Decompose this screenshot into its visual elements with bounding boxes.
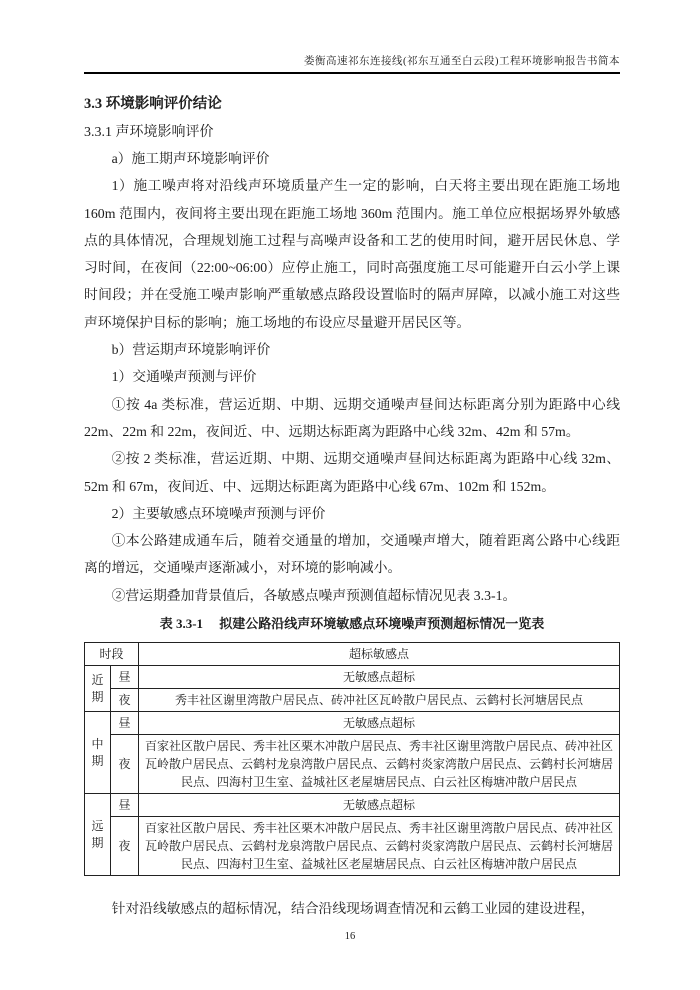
table-row bbox=[85, 735, 620, 794]
day-value-cell: 无敏感点超标 bbox=[139, 666, 620, 689]
period-cell-far: 远期 bbox=[85, 794, 111, 876]
traffic-noise-4a-paragraph: ①按 4a 类标准，营运近期、中期、远期交通噪声昼间达标距离分别为距路中心线 22m、22m 和 22m，夜间近、中、远期达标距离为距路中心线 32m、42m 和 57m。 bbox=[84, 396, 620, 439]
sensitive-points-heading: 2）主要敏感点环境噪声预测与评价 bbox=[111, 505, 326, 521]
table-row bbox=[85, 666, 620, 689]
day-label-cell: 昼 bbox=[111, 666, 139, 689]
night-value-cell: 百家社区散户居民、秀丰社区栗木冲散户居民点、秀丰社区谢里湾散户居民点、砖冲社区瓦岭散户居民点、云鹤村龙泉湾散户居民点、云鹤村炎家湾散户居民点、云鹤村长河塘居民点、四海村卫生室、益城社区老屋塘居民点、白云社区梅塘冲散户居民点 bbox=[139, 817, 620, 876]
period-cell-near: 近期 bbox=[85, 666, 111, 712]
sensitive-points-paragraph-1: ①本公路建成通车后，随着交通量的增加，交通噪声增大，随着距离公路中心线距离的增远，交通噪声逐渐减小，对环境的影响减小。 bbox=[84, 533, 620, 576]
table-header-row bbox=[85, 643, 620, 666]
operation-period-heading: b）营运期声环境影响评价 bbox=[111, 342, 271, 358]
table-row bbox=[85, 817, 620, 876]
night-label-cell: 夜 bbox=[111, 689, 139, 712]
page-number: 16 bbox=[344, 931, 356, 942]
subsection-heading: 3.3.1 声环境影响评价 bbox=[84, 125, 214, 140]
header-cell-period: 时段 bbox=[85, 643, 139, 666]
construction-noise-paragraph: 1）施工噪声将对沿线声环境质量产生一定的影响，白天将主要出现在距施工场地 160m 范围内，夜间将主要出现在距施工场地 360m 范围内。施工单位应根据场界外敏感点的具体情况，合理规划施工过程与高噪声设备和工艺的使用时间，避开居民休息、学习时间，在夜间（22:00~06:00）应停止施工，同时高强度施工尽可能避开白云小学上课时间段；并在受施工噪声影响严重敏感点路段设置临时的隔声屏障，以减小施工对这些声环境保护目标的影响；施工场地的布设应尽量避开居民区等。 bbox=[84, 178, 620, 330]
night-value-cell: 百家社区散户居民、秀丰社区栗木冲散户居民点、秀丰社区谢里湾散户居民点、砖冲社区瓦岭散户居民点、云鹤村龙泉湾散户居民点、云鹤村炎家湾散户居民点、云鹤村长河塘居民点、四海村卫生室、益城社区老屋塘居民点、白云社区梅塘冲散户居民点 bbox=[139, 735, 620, 794]
traffic-noise-heading: 1）交通噪声预测与评价 bbox=[111, 369, 257, 385]
sensitive-points-paragraph-2: ②营运期叠加背景值后，各敏感点噪声预测值超标情况见表 3.3-1。 bbox=[111, 587, 517, 603]
night-label-cell: 夜 bbox=[111, 735, 139, 794]
period-cell-mid: 中期 bbox=[85, 712, 111, 794]
table-row bbox=[85, 689, 620, 712]
day-value-cell: 无敏感点超标 bbox=[139, 712, 620, 735]
header-cell-sensitive-points: 超标敏感点 bbox=[139, 643, 620, 666]
table-row bbox=[85, 712, 620, 735]
day-label-cell: 昼 bbox=[111, 712, 139, 735]
night-label-cell: 夜 bbox=[111, 817, 139, 876]
running-header: 娄衡高速祁东连接线(祁东互通至白云段)工程环境影响报告书简本 bbox=[84, 53, 620, 74]
noise-exceedance-table bbox=[84, 642, 620, 876]
traffic-noise-class2-paragraph: ②按 2 类标准，营运近期、中期、远期交通噪声昼间达标距离为距路中心线 32m、52m 和 67m，夜间近、中、远期达标距离为距路中心线 67m、102m 和 152m。 bbox=[84, 451, 620, 494]
construction-period-heading: a）施工期声环境影响评价 bbox=[111, 151, 270, 166]
closing-paragraph: 针对沿线敏感点的超标情况，结合沿线现场调查情况和云鹤工业园的建设进程， bbox=[111, 901, 595, 917]
day-value-cell: 无敏感点超标 bbox=[139, 794, 620, 817]
day-label-cell: 昼 bbox=[111, 794, 139, 817]
night-value-cell: 秀丰社区谢里湾散户居民点、砖冲社区瓦岭散户居民点、云鹤村长河塘居民点 bbox=[139, 689, 620, 712]
page-content bbox=[84, 84, 620, 922]
table-row bbox=[85, 794, 620, 817]
table-title: 表 3.3-1 拟建公路沿线声环境敏感点环境噪声预测超标情况一览表 bbox=[159, 616, 545, 632]
section-heading: 3.3 环境影响评价结论 bbox=[84, 96, 222, 112]
